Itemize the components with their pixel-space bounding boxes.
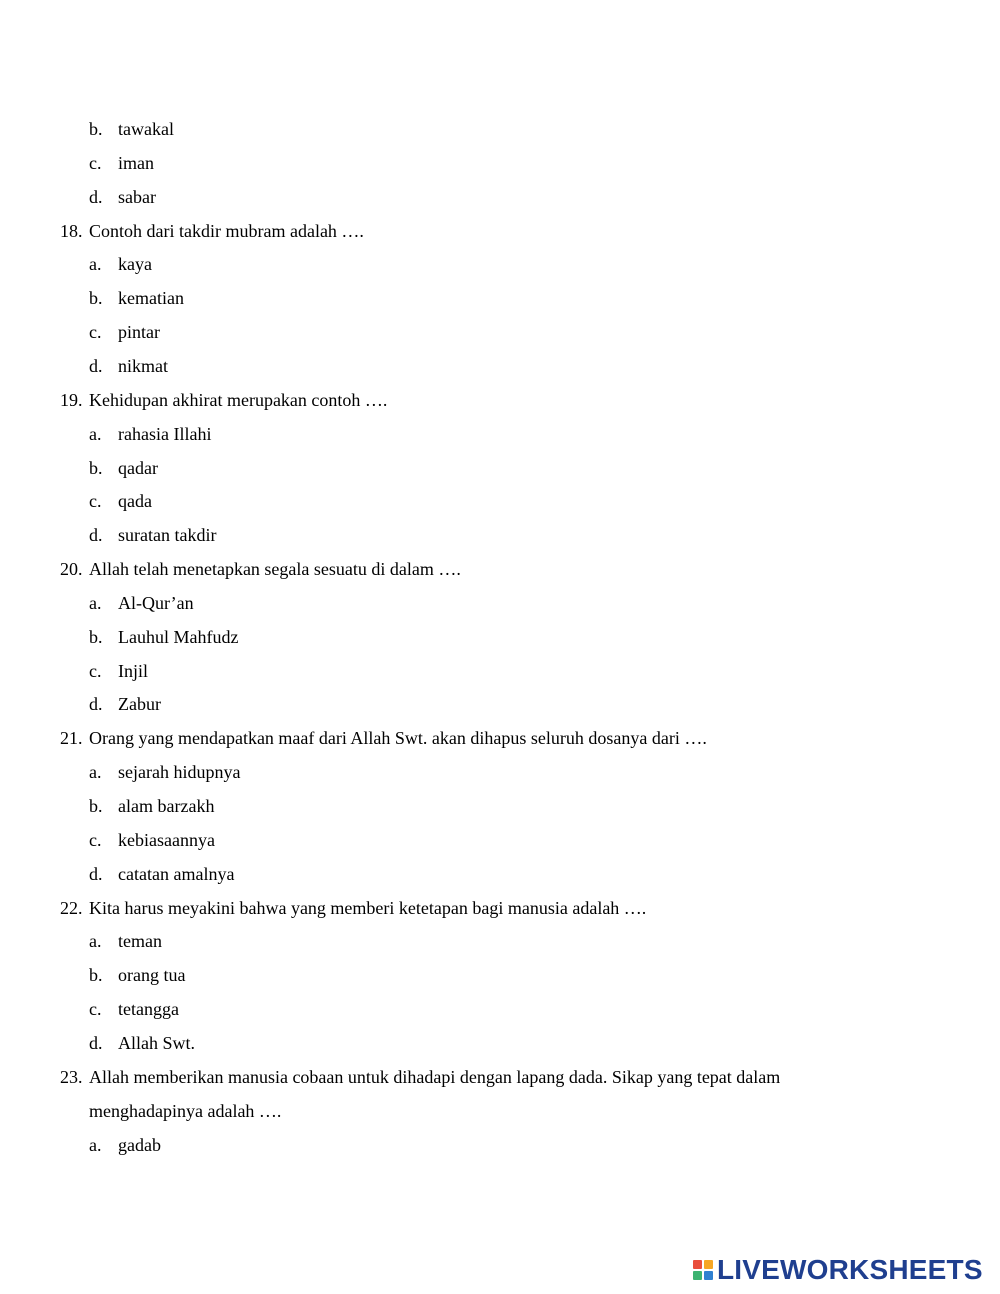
option-text: kaya [118, 254, 152, 274]
option-letter: c. [89, 322, 102, 342]
answer-option [89, 930, 162, 952]
logo-square-3 [693, 1271, 702, 1280]
option-letter: d. [89, 187, 103, 207]
option-text: Injil [118, 661, 148, 681]
option-text: qada [118, 491, 152, 511]
question-continuation [89, 1100, 281, 1122]
option-text: kematian [118, 288, 184, 308]
logo-square-2 [704, 1260, 713, 1269]
question-number: 20. [60, 559, 83, 579]
option-letter: c. [89, 830, 102, 850]
liveworksheets-logo[interactable] [693, 1256, 983, 1284]
answer-option [89, 863, 234, 885]
option-letter: d. [89, 525, 103, 545]
option-text: Al-Qur’an [118, 593, 194, 613]
option-text: Lauhul Mahfudz [118, 627, 239, 647]
option-text: catatan amalnya [118, 864, 235, 884]
question-number: 22. [60, 898, 83, 918]
option-text: sejarah hidupnya [118, 762, 241, 782]
question-item [60, 1066, 780, 1088]
answer-option [89, 355, 168, 377]
question-text: Kita harus meyakini bahwa yang memberi ketetapan bagi manusia adalah …. [89, 898, 647, 918]
answer-option [89, 795, 214, 817]
answer-option [89, 829, 215, 851]
option-text: rahasia Illahi [118, 424, 212, 444]
option-letter: d. [89, 694, 103, 714]
question-item [60, 727, 707, 749]
option-text: pintar [118, 322, 160, 342]
option-letter: d. [89, 864, 103, 884]
option-letter: a. [89, 1135, 102, 1155]
question-item [60, 220, 364, 242]
option-text: kebiasaannya [118, 830, 215, 850]
answer-option [89, 118, 174, 140]
question-item [60, 389, 387, 411]
question-text: Orang yang mendapatkan maaf dari Allah Swt. akan dihapus seluruh dosanya dari …. [89, 728, 707, 748]
option-text: tawakal [118, 119, 174, 139]
answer-option [89, 964, 185, 986]
option-letter: b. [89, 288, 103, 308]
option-letter: c. [89, 153, 102, 173]
question-number: 23. [60, 1067, 83, 1087]
option-text: tetangga [118, 999, 179, 1019]
question-number: 19. [60, 390, 83, 410]
question-text: Contoh dari takdir mubram adalah …. [89, 221, 364, 241]
question-item [60, 558, 461, 580]
answer-option [89, 287, 184, 309]
liveworksheets-logo-icon [693, 1260, 713, 1280]
option-text: Zabur [118, 694, 161, 714]
option-text: teman [118, 931, 162, 951]
answer-option [89, 457, 158, 479]
option-letter: b. [89, 627, 103, 647]
option-letter: a. [89, 254, 102, 274]
answer-option [89, 660, 148, 682]
answer-option [89, 592, 194, 614]
answer-option [89, 524, 216, 546]
answer-option [89, 626, 238, 648]
option-letter: a. [89, 424, 102, 444]
option-letter: b. [89, 965, 103, 985]
option-text: orang tua [118, 965, 186, 985]
answer-option [89, 152, 154, 174]
logo-square-4 [704, 1271, 713, 1280]
option-letter: c. [89, 661, 102, 681]
option-letter: a. [89, 593, 102, 613]
option-letter: b. [89, 796, 103, 816]
answer-option [89, 321, 160, 343]
option-text: gadab [118, 1135, 161, 1155]
option-text: Allah Swt. [118, 1033, 196, 1053]
answer-option [89, 998, 179, 1020]
question-number: 18. [60, 221, 83, 241]
option-text: suratan takdir [118, 525, 217, 545]
option-letter: d. [89, 1033, 103, 1053]
logo-text: LIVEWORKSHEETS [717, 1254, 983, 1285]
option-text: nikmat [118, 356, 168, 376]
question-item [60, 897, 646, 919]
option-text: sabar [118, 187, 156, 207]
question-text: Allah telah menetapkan segala sesuatu di dalam …. [89, 559, 461, 579]
question-number: 21. [60, 728, 83, 748]
logo-square-1 [693, 1260, 702, 1269]
answer-option [89, 423, 211, 445]
option-letter: a. [89, 762, 102, 782]
answer-option [89, 490, 152, 512]
answer-option [89, 1032, 195, 1054]
answer-option [89, 693, 161, 715]
option-letter: d. [89, 356, 103, 376]
question-text: Kehidupan akhirat merupakan contoh …. [89, 390, 388, 410]
question-text: menghadapinya adalah …. [89, 1101, 282, 1121]
option-letter: a. [89, 931, 102, 951]
question-text: Allah memberikan manusia cobaan untuk dihadapi dengan lapang dada. Sikap yang tepat dalam [89, 1067, 781, 1087]
answer-option [89, 253, 152, 275]
option-text: iman [118, 153, 154, 173]
option-letter: b. [89, 458, 103, 478]
option-text: alam barzakh [118, 796, 215, 816]
option-text: qadar [118, 458, 158, 478]
option-letter: b. [89, 119, 103, 139]
answer-option [89, 186, 156, 208]
option-letter: c. [89, 491, 102, 511]
option-letter: c. [89, 999, 102, 1019]
answer-option [89, 1134, 161, 1156]
answer-option [89, 761, 240, 783]
